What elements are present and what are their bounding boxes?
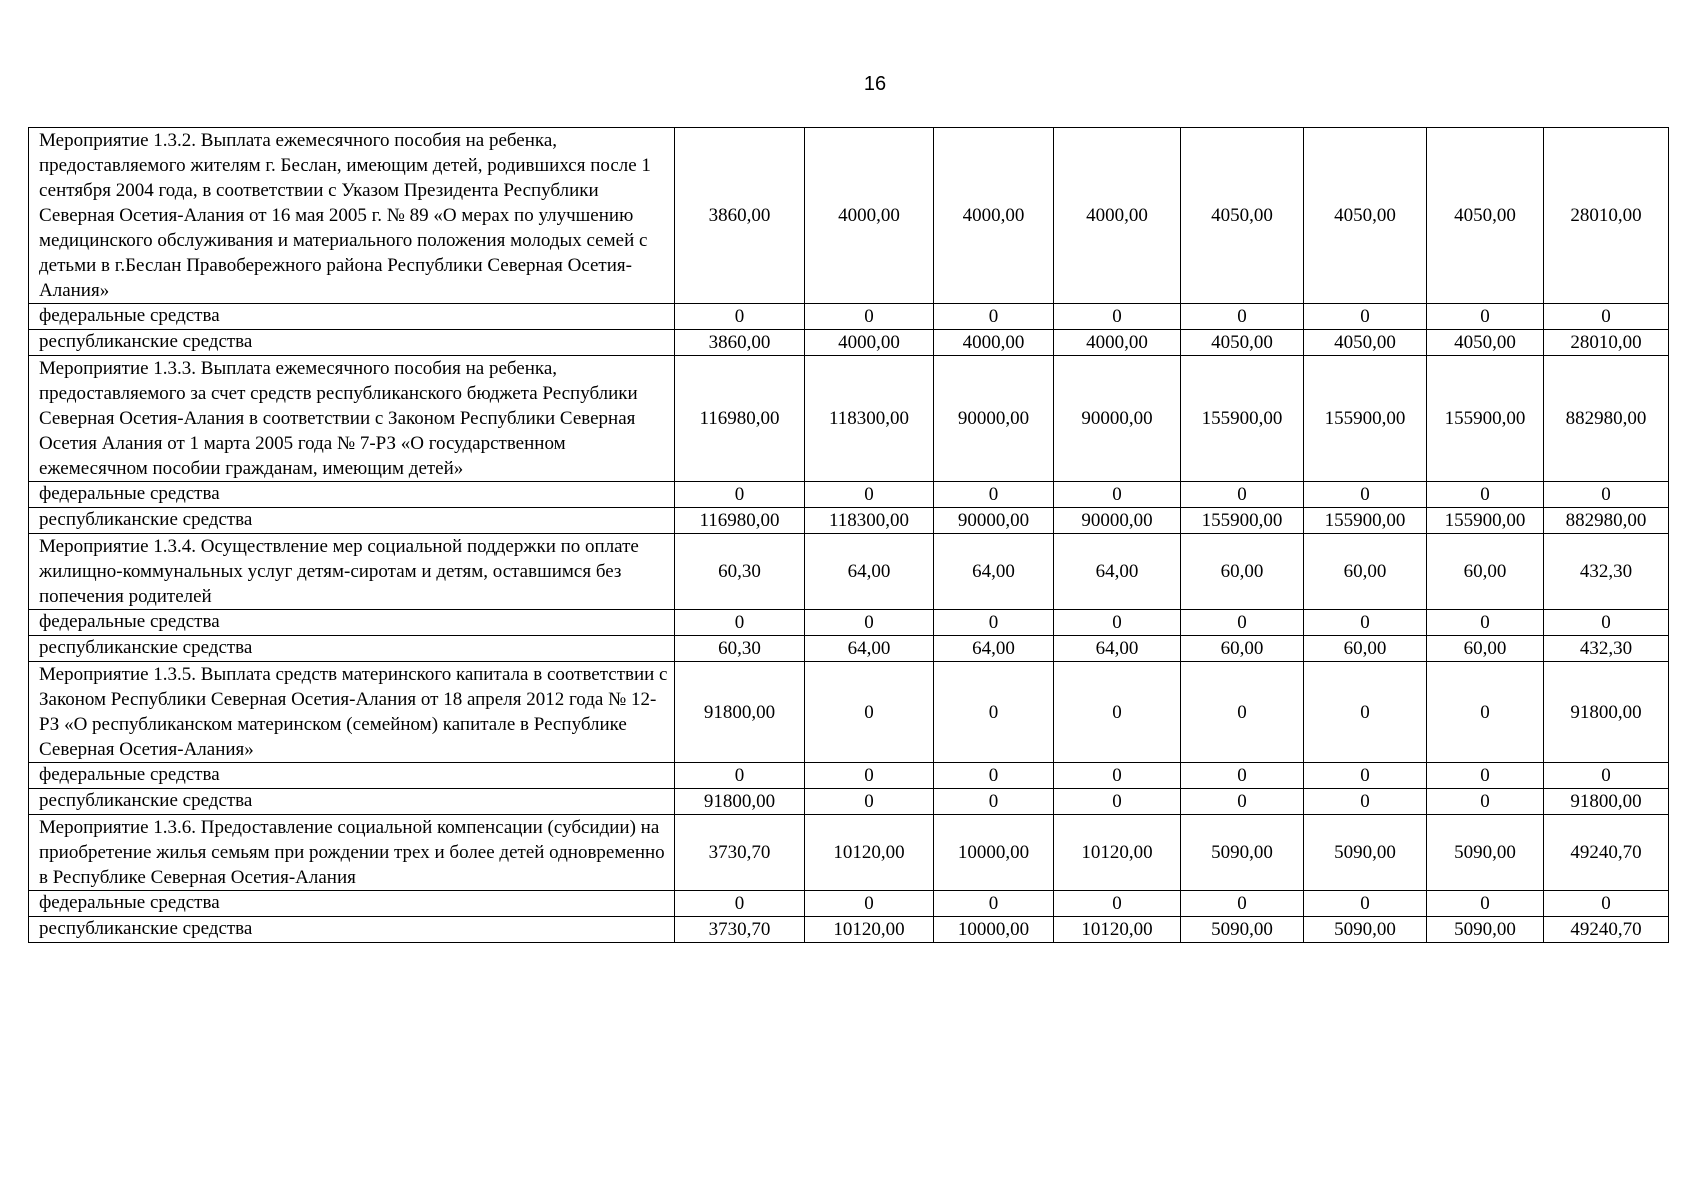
year-value-cell: 0 — [805, 482, 934, 508]
total-cell: 91800,00 — [1544, 789, 1669, 815]
year-value-cell: 60,30 — [675, 636, 805, 662]
year-value-cell: 0 — [805, 763, 934, 789]
page-number: 16 — [863, 73, 887, 95]
year-value-cell: 0 — [1181, 763, 1304, 789]
total-cell: 0 — [1544, 610, 1669, 636]
year-value-cell: 0 — [805, 304, 934, 330]
year-value-cell: 5090,00 — [1181, 815, 1304, 891]
year-value-cell: 0 — [1427, 763, 1544, 789]
funding-source-label: федеральные средства — [29, 304, 675, 330]
activity-description: Мероприятие 1.3.3. Выплата ежемесячного пособия на ребенка, предоставляемого за счет средств республиканского бюджета Республики Северная Осетия-Алания в соответствии с Законом Республики Северная Осетия Алания от 1 марта 2005 года № 7-РЗ «О государственном ежемесячном пособии гражданам, имеющим детей» — [29, 356, 675, 482]
year-value-cell: 4000,00 — [934, 128, 1054, 304]
year-value-cell: 64,00 — [934, 636, 1054, 662]
year-value-cell: 60,00 — [1181, 636, 1304, 662]
activity-description: Мероприятие 1.3.4. Осуществление мер социальной поддержки по оплате жилищно-коммунальных услуг детям-сиротам и детям, оставшимся без попечения родителей — [29, 534, 675, 610]
year-value-cell: 0 — [1181, 304, 1304, 330]
year-value-cell: 3730,70 — [675, 917, 805, 943]
total-cell: 0 — [1544, 304, 1669, 330]
year-value-cell: 0 — [675, 482, 805, 508]
funding-source-label: федеральные средства — [29, 891, 675, 917]
year-value-cell: 3860,00 — [675, 330, 805, 356]
year-value-cell: 0 — [934, 662, 1054, 763]
year-value-cell: 91800,00 — [675, 789, 805, 815]
year-value-cell: 0 — [1054, 304, 1181, 330]
funding-source-label: республиканские средства — [29, 789, 675, 815]
year-value-cell: 0 — [1427, 610, 1544, 636]
year-value-cell: 4000,00 — [805, 128, 934, 304]
year-value-cell: 0 — [1427, 304, 1544, 330]
year-value-cell: 155900,00 — [1427, 356, 1544, 482]
year-value-cell: 60,00 — [1181, 534, 1304, 610]
year-value-cell: 4050,00 — [1181, 128, 1304, 304]
year-value-cell: 60,00 — [1304, 636, 1427, 662]
year-value-cell: 0 — [1054, 789, 1181, 815]
funding-source-label: федеральные средства — [29, 482, 675, 508]
activity-description: Мероприятие 1.3.2. Выплата ежемесячного пособия на ребенка, предоставляемого жителям г. Беслан, имеющим детей, родившихся после 1 сентября 2004 года, в соответствии с Указом Президента Республики Северная Осетия-Алания от 16 мая 2005 г. № 89 «О мерах по улучшению медицинского обслуживания и материального положения молодых семей с детьми в г.Беслан Правобережного района Республики Северная Осетия-Алания» — [29, 128, 675, 304]
year-value-cell: 5090,00 — [1304, 917, 1427, 943]
year-value-cell: 0 — [675, 304, 805, 330]
year-value-cell: 5090,00 — [1427, 917, 1544, 943]
year-value-cell: 10120,00 — [1054, 815, 1181, 891]
year-value-cell: 0 — [675, 891, 805, 917]
total-cell: 882980,00 — [1544, 356, 1669, 482]
total-cell: 28010,00 — [1544, 330, 1669, 356]
year-value-cell: 64,00 — [1054, 534, 1181, 610]
year-value-cell: 155900,00 — [1304, 508, 1427, 534]
year-value-cell: 5090,00 — [1181, 917, 1304, 943]
year-value-cell: 0 — [1304, 610, 1427, 636]
year-value-cell: 116980,00 — [675, 356, 805, 482]
total-cell: 49240,70 — [1544, 815, 1669, 891]
year-value-cell: 118300,00 — [805, 356, 934, 482]
year-value-cell: 0 — [1054, 482, 1181, 508]
year-value-cell: 155900,00 — [1181, 356, 1304, 482]
year-value-cell: 4050,00 — [1304, 330, 1427, 356]
year-value-cell: 90000,00 — [1054, 356, 1181, 482]
total-cell: 49240,70 — [1544, 917, 1669, 943]
year-value-cell: 0 — [1304, 763, 1427, 789]
year-value-cell: 5090,00 — [1427, 815, 1544, 891]
year-value-cell: 0 — [1427, 789, 1544, 815]
year-value-cell: 90000,00 — [934, 508, 1054, 534]
year-value-cell: 0 — [1427, 662, 1544, 763]
year-value-cell: 0 — [805, 662, 934, 763]
year-value-cell: 4000,00 — [934, 330, 1054, 356]
year-value-cell: 3860,00 — [675, 128, 805, 304]
year-value-cell: 0 — [1181, 789, 1304, 815]
funding-source-row — [29, 482, 1669, 508]
funding-source-row — [29, 610, 1669, 636]
year-value-cell: 0 — [934, 610, 1054, 636]
year-value-cell: 60,00 — [1304, 534, 1427, 610]
funding-source-row — [29, 891, 1669, 917]
year-value-cell: 0 — [805, 891, 934, 917]
year-value-cell: 0 — [1304, 891, 1427, 917]
funding-source-label: республиканские средства — [29, 636, 675, 662]
table-body — [29, 128, 1669, 943]
funding-source-label: республиканские средства — [29, 917, 675, 943]
total-cell: 0 — [1544, 482, 1669, 508]
year-value-cell: 10120,00 — [805, 917, 934, 943]
funding-source-row — [29, 508, 1669, 534]
year-value-cell: 0 — [1304, 482, 1427, 508]
year-value-cell: 64,00 — [934, 534, 1054, 610]
year-value-cell: 0 — [1304, 304, 1427, 330]
year-value-cell: 155900,00 — [1304, 356, 1427, 482]
funding-source-row — [29, 917, 1669, 943]
year-value-cell: 4000,00 — [1054, 330, 1181, 356]
year-value-cell: 0 — [1427, 482, 1544, 508]
funding-source-label: республиканские средства — [29, 330, 675, 356]
year-value-cell: 0 — [1181, 482, 1304, 508]
year-value-cell: 0 — [805, 610, 934, 636]
funding-source-label: федеральные средства — [29, 610, 675, 636]
activity-row — [29, 534, 1669, 610]
year-value-cell: 4050,00 — [1181, 330, 1304, 356]
funding-source-label: федеральные средства — [29, 763, 675, 789]
year-value-cell: 0 — [1054, 610, 1181, 636]
funding-source-row — [29, 330, 1669, 356]
funding-source-label: республиканские средства — [29, 508, 675, 534]
year-value-cell: 0 — [805, 789, 934, 815]
activity-row — [29, 356, 1669, 482]
year-value-cell: 10120,00 — [805, 815, 934, 891]
total-cell: 28010,00 — [1544, 128, 1669, 304]
year-value-cell: 0 — [675, 610, 805, 636]
year-value-cell: 60,00 — [1427, 636, 1544, 662]
year-value-cell: 0 — [934, 891, 1054, 917]
year-value-cell: 0 — [1181, 610, 1304, 636]
year-value-cell: 0 — [1304, 662, 1427, 763]
total-cell: 0 — [1544, 891, 1669, 917]
year-value-cell: 90000,00 — [934, 356, 1054, 482]
year-value-cell: 60,30 — [675, 534, 805, 610]
year-value-cell: 0 — [1054, 763, 1181, 789]
year-value-cell: 0 — [934, 482, 1054, 508]
year-value-cell: 64,00 — [1054, 636, 1181, 662]
total-cell: 882980,00 — [1544, 508, 1669, 534]
funding-table — [28, 127, 1669, 943]
year-value-cell: 0 — [934, 763, 1054, 789]
year-value-cell: 0 — [675, 763, 805, 789]
total-cell: 432,30 — [1544, 534, 1669, 610]
year-value-cell: 4050,00 — [1427, 128, 1544, 304]
year-value-cell: 10120,00 — [1054, 917, 1181, 943]
activity-row — [29, 128, 1669, 304]
year-value-cell: 118300,00 — [805, 508, 934, 534]
total-cell: 0 — [1544, 763, 1669, 789]
year-value-cell: 5090,00 — [1304, 815, 1427, 891]
year-value-cell: 4050,00 — [1304, 128, 1427, 304]
year-value-cell: 90000,00 — [1054, 508, 1181, 534]
year-value-cell: 0 — [1054, 662, 1181, 763]
funding-source-row — [29, 304, 1669, 330]
activity-row — [29, 662, 1669, 763]
year-value-cell: 10000,00 — [934, 815, 1054, 891]
year-value-cell: 155900,00 — [1181, 508, 1304, 534]
year-value-cell: 4050,00 — [1427, 330, 1544, 356]
year-value-cell: 10000,00 — [934, 917, 1054, 943]
year-value-cell: 0 — [934, 789, 1054, 815]
year-value-cell: 0 — [934, 304, 1054, 330]
year-value-cell: 116980,00 — [675, 508, 805, 534]
year-value-cell: 3730,70 — [675, 815, 805, 891]
total-cell: 91800,00 — [1544, 662, 1669, 763]
activity-description: Мероприятие 1.3.5. Выплата средств материнского капитала в соответствии с Законом Республики Северная Осетия-Алания от 18 апреля 2012 года № 12-РЗ «О республиканском материнском (семейном) капитале в Республике Северная Осетия-Алания» — [29, 662, 675, 763]
activity-description: Мероприятие 1.3.6. Предоставление социальной компенсации (субсидии) на приобретение жилья семьям при рождении трех и более детей одновременно в Республике Северная Осетия-Алания — [29, 815, 675, 891]
year-value-cell: 0 — [1181, 662, 1304, 763]
year-value-cell: 155900,00 — [1427, 508, 1544, 534]
funding-source-row — [29, 636, 1669, 662]
year-value-cell: 64,00 — [805, 534, 934, 610]
year-value-cell: 0 — [1304, 789, 1427, 815]
year-value-cell: 0 — [1181, 891, 1304, 917]
year-value-cell: 0 — [1054, 891, 1181, 917]
total-cell: 432,30 — [1544, 636, 1669, 662]
year-value-cell: 91800,00 — [675, 662, 805, 763]
year-value-cell: 64,00 — [805, 636, 934, 662]
funding-source-row — [29, 763, 1669, 789]
year-value-cell: 4000,00 — [1054, 128, 1181, 304]
year-value-cell: 60,00 — [1427, 534, 1544, 610]
activity-row — [29, 815, 1669, 891]
year-value-cell: 0 — [1427, 891, 1544, 917]
year-value-cell: 4000,00 — [805, 330, 934, 356]
funding-source-row — [29, 789, 1669, 815]
